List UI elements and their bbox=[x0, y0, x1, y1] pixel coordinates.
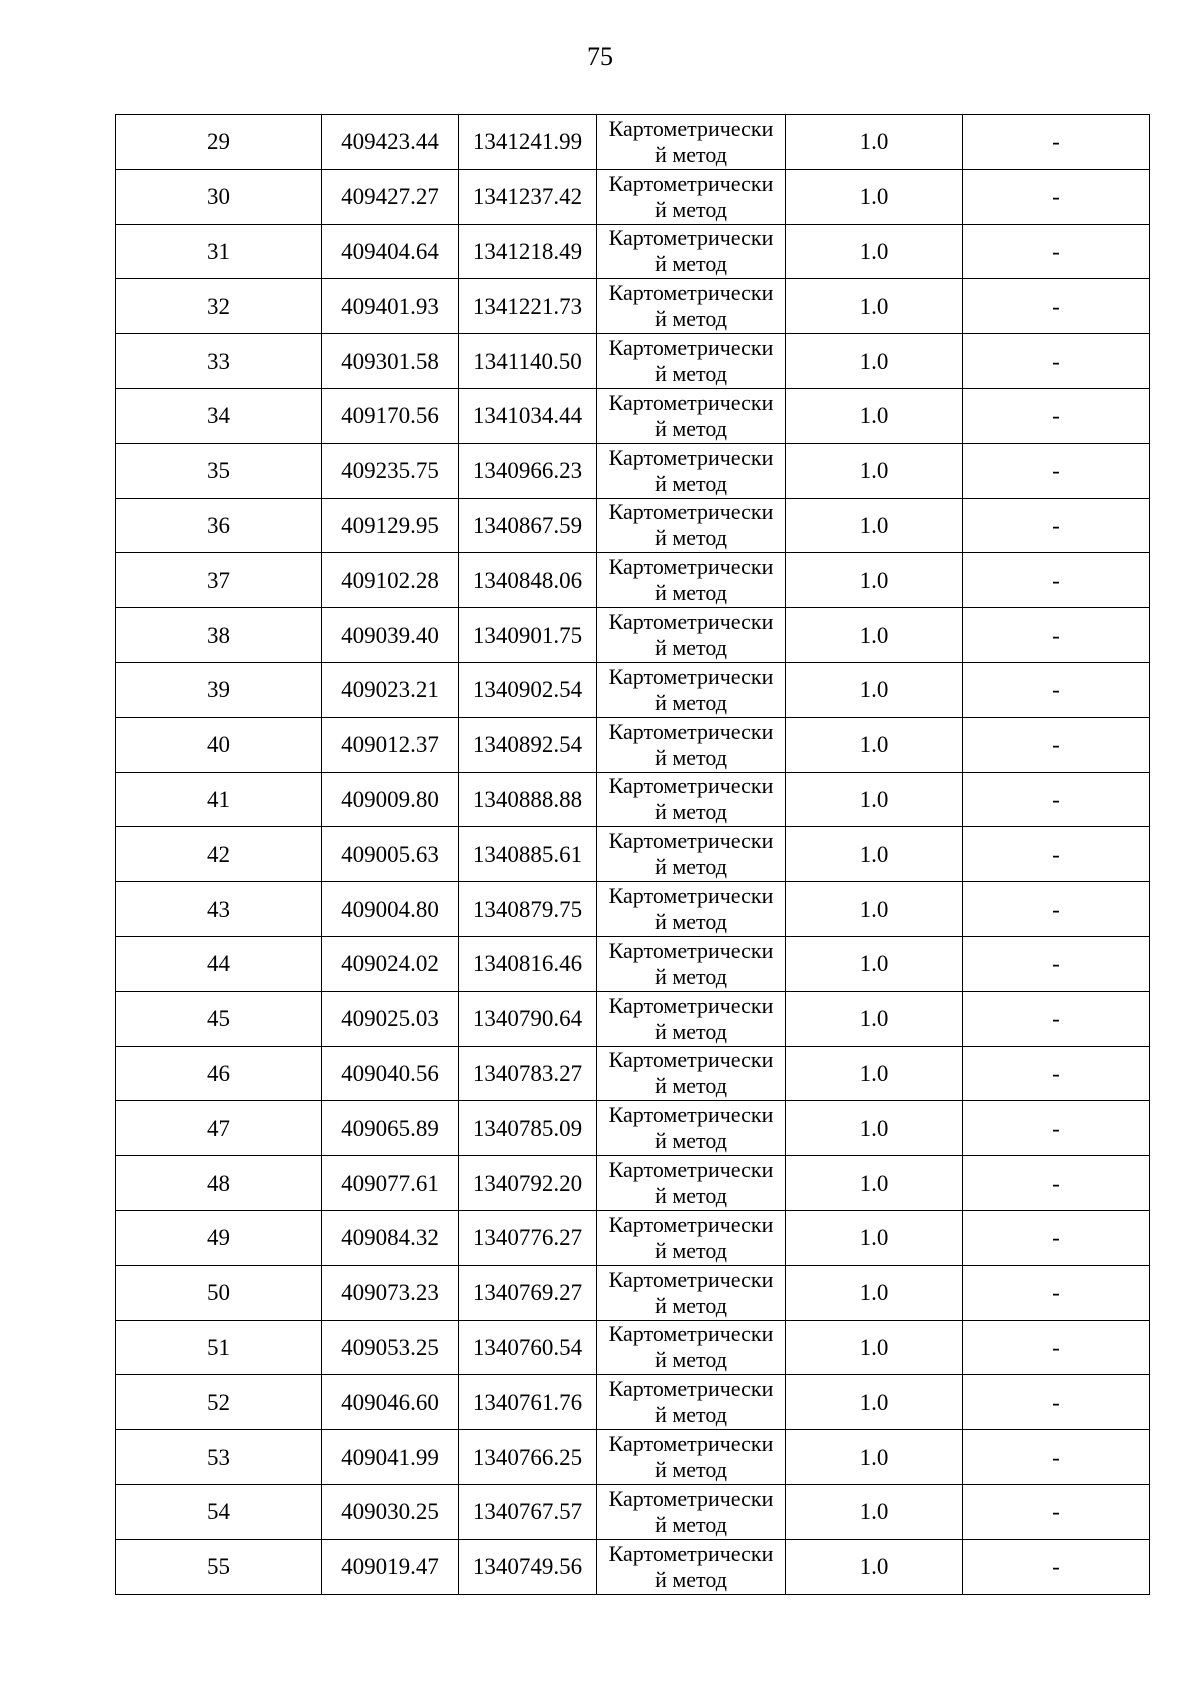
method-text-line2: й метод bbox=[655, 580, 727, 606]
table-row bbox=[116, 498, 1150, 553]
point-number-cell: 48 bbox=[116, 1156, 322, 1211]
table-row bbox=[116, 1430, 1150, 1485]
point-number-cell: 43 bbox=[116, 882, 322, 937]
accuracy-cell: 1.0 bbox=[786, 1484, 963, 1539]
method-text-line2: й метод bbox=[655, 1292, 727, 1318]
accuracy-cell: 1.0 bbox=[786, 224, 963, 279]
y-coordinate-cell: 1340867.59 bbox=[459, 498, 597, 553]
point-number-cell: 54 bbox=[116, 1484, 322, 1539]
method-text-line2: й метод bbox=[655, 1073, 727, 1099]
method-text-line2: й метод bbox=[655, 306, 727, 332]
accuracy-cell: 1.0 bbox=[786, 827, 963, 882]
point-number-cell: 41 bbox=[116, 772, 322, 827]
note-cell: - bbox=[963, 1046, 1150, 1101]
x-coordinate-cell: 409012.37 bbox=[322, 717, 459, 772]
table-row bbox=[116, 553, 1150, 608]
table-row bbox=[116, 388, 1150, 443]
table-row bbox=[116, 827, 1150, 882]
x-coordinate-cell: 409102.28 bbox=[322, 553, 459, 608]
y-coordinate-cell: 1341218.49 bbox=[459, 224, 597, 279]
method-cell bbox=[597, 553, 786, 608]
note-cell: - bbox=[963, 334, 1150, 389]
point-number-cell: 45 bbox=[116, 991, 322, 1046]
x-coordinate-cell: 409039.40 bbox=[322, 608, 459, 663]
x-coordinate-cell: 409024.02 bbox=[322, 936, 459, 991]
method-text-line2: й метод bbox=[655, 744, 727, 770]
method-text-line2: й метод bbox=[655, 1566, 727, 1592]
point-number-cell: 37 bbox=[116, 553, 322, 608]
table-row bbox=[116, 1156, 1150, 1211]
method-cell bbox=[597, 1539, 786, 1594]
method-text-line2: й метод bbox=[655, 1457, 727, 1483]
note-cell: - bbox=[963, 717, 1150, 772]
accuracy-cell: 1.0 bbox=[786, 991, 963, 1046]
x-coordinate-cell: 409030.25 bbox=[322, 1484, 459, 1539]
note-cell: - bbox=[963, 553, 1150, 608]
accuracy-cell: 1.0 bbox=[786, 1320, 963, 1375]
table-row bbox=[116, 1265, 1150, 1320]
x-coordinate-cell: 409023.21 bbox=[322, 662, 459, 717]
method-text-line1: Картометрически bbox=[608, 828, 774, 854]
accuracy-cell: 1.0 bbox=[786, 608, 963, 663]
accuracy-cell: 1.0 bbox=[786, 1046, 963, 1101]
y-coordinate-cell: 1340767.57 bbox=[459, 1484, 597, 1539]
method-text-line1: Картометрически bbox=[608, 335, 774, 361]
method-text-line1: Картометрически bbox=[608, 1047, 774, 1073]
y-coordinate-cell: 1341140.50 bbox=[459, 334, 597, 389]
x-coordinate-cell: 409046.60 bbox=[322, 1375, 459, 1430]
x-coordinate-cell: 409077.61 bbox=[322, 1156, 459, 1211]
note-cell: - bbox=[963, 1320, 1150, 1375]
x-coordinate-cell: 409005.63 bbox=[322, 827, 459, 882]
point-number-cell: 47 bbox=[116, 1101, 322, 1156]
note-cell: - bbox=[963, 1101, 1150, 1156]
note-cell: - bbox=[963, 608, 1150, 663]
point-number-cell: 52 bbox=[116, 1375, 322, 1430]
table-row bbox=[116, 1210, 1150, 1265]
accuracy-cell: 1.0 bbox=[786, 553, 963, 608]
point-number-cell: 35 bbox=[116, 443, 322, 498]
method-cell bbox=[597, 1156, 786, 1211]
method-cell bbox=[597, 1265, 786, 1320]
method-text-line1: Картометрически bbox=[608, 499, 774, 525]
point-number-cell: 51 bbox=[116, 1320, 322, 1375]
method-text-line1: Картометрически bbox=[608, 663, 774, 689]
method-text-line1: Картометрически bbox=[608, 1266, 774, 1292]
method-text-line1: Картометрически bbox=[608, 1431, 774, 1457]
point-number-cell: 42 bbox=[116, 827, 322, 882]
note-cell: - bbox=[963, 498, 1150, 553]
y-coordinate-cell: 1340888.88 bbox=[459, 772, 597, 827]
accuracy-cell: 1.0 bbox=[786, 772, 963, 827]
method-text-line2: й метод bbox=[655, 415, 727, 441]
method-text-line1: Картометрически bbox=[608, 389, 774, 415]
y-coordinate-cell: 1340902.54 bbox=[459, 662, 597, 717]
accuracy-cell: 1.0 bbox=[786, 1265, 963, 1320]
accuracy-cell: 1.0 bbox=[786, 1156, 963, 1211]
method-text-line2: й метод bbox=[655, 1128, 727, 1154]
accuracy-cell: 1.0 bbox=[786, 1101, 963, 1156]
y-coordinate-cell: 1340816.46 bbox=[459, 936, 597, 991]
table-row bbox=[116, 1101, 1150, 1156]
method-cell bbox=[597, 717, 786, 772]
method-text-line1: Картометрически bbox=[608, 444, 774, 470]
table-row bbox=[116, 772, 1150, 827]
note-cell: - bbox=[963, 1430, 1150, 1485]
table-row bbox=[116, 991, 1150, 1046]
method-cell bbox=[597, 827, 786, 882]
note-cell: - bbox=[963, 224, 1150, 279]
y-coordinate-cell: 1340776.27 bbox=[459, 1210, 597, 1265]
method-text-line1: Картометрически bbox=[608, 718, 774, 744]
x-coordinate-cell: 409404.64 bbox=[322, 224, 459, 279]
method-cell bbox=[597, 1320, 786, 1375]
accuracy-cell: 1.0 bbox=[786, 936, 963, 991]
method-text-line2: й метод bbox=[655, 689, 727, 715]
method-text-line2: й метод bbox=[655, 470, 727, 496]
x-coordinate-cell: 409019.47 bbox=[322, 1539, 459, 1594]
method-text-line2: й метод bbox=[655, 251, 727, 277]
method-text-line1: Картометрически bbox=[608, 280, 774, 306]
accuracy-cell: 1.0 bbox=[786, 498, 963, 553]
method-text-line2: й метод bbox=[655, 361, 727, 387]
method-text-line1: Картометрически bbox=[608, 883, 774, 909]
method-cell bbox=[597, 1101, 786, 1156]
accuracy-cell: 1.0 bbox=[786, 1210, 963, 1265]
accuracy-cell: 1.0 bbox=[786, 882, 963, 937]
method-text-line1: Картометрически bbox=[608, 1211, 774, 1237]
x-coordinate-cell: 409427.27 bbox=[322, 169, 459, 224]
table-row bbox=[116, 662, 1150, 717]
table-row bbox=[116, 169, 1150, 224]
method-cell bbox=[597, 334, 786, 389]
note-cell: - bbox=[963, 827, 1150, 882]
accuracy-cell: 1.0 bbox=[786, 388, 963, 443]
method-text-line2: й метод bbox=[655, 1183, 727, 1209]
method-cell bbox=[597, 115, 786, 170]
note-cell: - bbox=[963, 662, 1150, 717]
x-coordinate-cell: 409004.80 bbox=[322, 882, 459, 937]
accuracy-cell: 1.0 bbox=[786, 662, 963, 717]
method-cell bbox=[597, 772, 786, 827]
method-cell bbox=[597, 443, 786, 498]
x-coordinate-cell: 409041.99 bbox=[322, 1430, 459, 1485]
accuracy-cell: 1.0 bbox=[786, 443, 963, 498]
table-row bbox=[116, 224, 1150, 279]
method-cell bbox=[597, 1375, 786, 1430]
note-cell: - bbox=[963, 772, 1150, 827]
method-text-line1: Картометрически bbox=[608, 1376, 774, 1402]
note-cell: - bbox=[963, 388, 1150, 443]
x-coordinate-cell: 409009.80 bbox=[322, 772, 459, 827]
table-row bbox=[116, 1375, 1150, 1430]
point-number-cell: 40 bbox=[116, 717, 322, 772]
note-cell: - bbox=[963, 443, 1150, 498]
method-text-line1: Картометрически bbox=[608, 1321, 774, 1347]
method-text-line2: й метод bbox=[655, 196, 727, 222]
point-number-cell: 36 bbox=[116, 498, 322, 553]
accuracy-cell: 1.0 bbox=[786, 1375, 963, 1430]
method-text-line1: Картометрически bbox=[608, 609, 774, 635]
x-coordinate-cell: 409040.56 bbox=[322, 1046, 459, 1101]
method-text-line2: й метод bbox=[655, 141, 727, 167]
method-text-line1: Картометрически bbox=[608, 1540, 774, 1566]
y-coordinate-cell: 1340769.27 bbox=[459, 1265, 597, 1320]
note-cell: - bbox=[963, 1210, 1150, 1265]
y-coordinate-cell: 1340879.75 bbox=[459, 882, 597, 937]
method-text-line2: й метод bbox=[655, 525, 727, 551]
method-cell bbox=[597, 1484, 786, 1539]
y-coordinate-cell: 1340766.25 bbox=[459, 1430, 597, 1485]
y-coordinate-cell: 1340790.64 bbox=[459, 991, 597, 1046]
y-coordinate-cell: 1340760.54 bbox=[459, 1320, 597, 1375]
note-cell: - bbox=[963, 1484, 1150, 1539]
point-number-cell: 55 bbox=[116, 1539, 322, 1594]
method-text-line1: Картометрически bbox=[608, 1157, 774, 1183]
table-row bbox=[116, 115, 1150, 170]
x-coordinate-cell: 409301.58 bbox=[322, 334, 459, 389]
x-coordinate-cell: 409401.93 bbox=[322, 279, 459, 334]
method-text-line2: й метод bbox=[655, 799, 727, 825]
point-number-cell: 39 bbox=[116, 662, 322, 717]
method-cell bbox=[597, 662, 786, 717]
x-coordinate-cell: 409129.95 bbox=[322, 498, 459, 553]
accuracy-cell: 1.0 bbox=[786, 115, 963, 170]
note-cell: - bbox=[963, 1375, 1150, 1430]
x-coordinate-cell: 409025.03 bbox=[322, 991, 459, 1046]
accuracy-cell: 1.0 bbox=[786, 169, 963, 224]
note-cell: - bbox=[963, 169, 1150, 224]
point-number-cell: 46 bbox=[116, 1046, 322, 1101]
note-cell: - bbox=[963, 1265, 1150, 1320]
method-text-line1: Картометрически bbox=[608, 1102, 774, 1128]
method-text-line1: Картометрически bbox=[608, 225, 774, 251]
point-number-cell: 33 bbox=[116, 334, 322, 389]
y-coordinate-cell: 1341034.44 bbox=[459, 388, 597, 443]
table-row bbox=[116, 1484, 1150, 1539]
method-cell bbox=[597, 279, 786, 334]
method-text-line2: й метод bbox=[655, 1402, 727, 1428]
accuracy-cell: 1.0 bbox=[786, 717, 963, 772]
point-number-cell: 50 bbox=[116, 1265, 322, 1320]
x-coordinate-cell: 409073.23 bbox=[322, 1265, 459, 1320]
method-text-line2: й метод bbox=[655, 1347, 727, 1373]
coordinates-table bbox=[115, 114, 1150, 1595]
x-coordinate-cell: 409065.89 bbox=[322, 1101, 459, 1156]
point-number-cell: 31 bbox=[116, 224, 322, 279]
method-text-line1: Картометрически bbox=[608, 170, 774, 196]
method-cell bbox=[597, 882, 786, 937]
y-coordinate-cell: 1341241.99 bbox=[459, 115, 597, 170]
y-coordinate-cell: 1340885.61 bbox=[459, 827, 597, 882]
method-text-line2: й метод bbox=[655, 635, 727, 661]
y-coordinate-cell: 1341237.42 bbox=[459, 169, 597, 224]
note-cell: - bbox=[963, 279, 1150, 334]
table-row bbox=[116, 1320, 1150, 1375]
method-text-line1: Картометрически bbox=[608, 992, 774, 1018]
method-text-line2: й метод bbox=[655, 1018, 727, 1044]
point-number-cell: 49 bbox=[116, 1210, 322, 1265]
note-cell: - bbox=[963, 936, 1150, 991]
point-number-cell: 32 bbox=[116, 279, 322, 334]
method-cell bbox=[597, 936, 786, 991]
point-number-cell: 53 bbox=[116, 1430, 322, 1485]
y-coordinate-cell: 1340966.23 bbox=[459, 443, 597, 498]
method-text-line1: Картометрически bbox=[608, 1485, 774, 1511]
method-text-line1: Картометрически bbox=[608, 937, 774, 963]
point-number-cell: 30 bbox=[116, 169, 322, 224]
point-number-cell: 38 bbox=[116, 608, 322, 663]
note-cell: - bbox=[963, 1539, 1150, 1594]
y-coordinate-cell: 1340901.75 bbox=[459, 608, 597, 663]
table-row bbox=[116, 936, 1150, 991]
method-text-line2: й метод bbox=[655, 963, 727, 989]
y-coordinate-cell: 1341221.73 bbox=[459, 279, 597, 334]
method-text-line1: Картометрически bbox=[608, 773, 774, 799]
accuracy-cell: 1.0 bbox=[786, 279, 963, 334]
method-cell bbox=[597, 1210, 786, 1265]
method-text-line2: й метод bbox=[655, 1511, 727, 1537]
table-row bbox=[116, 443, 1150, 498]
table-row bbox=[116, 279, 1150, 334]
accuracy-cell: 1.0 bbox=[786, 1539, 963, 1594]
page-number: 75 bbox=[587, 42, 613, 71]
method-text-line1: Картометрически bbox=[608, 115, 774, 141]
x-coordinate-cell: 409053.25 bbox=[322, 1320, 459, 1375]
point-number-cell: 29 bbox=[116, 115, 322, 170]
y-coordinate-cell: 1340785.09 bbox=[459, 1101, 597, 1156]
note-cell: - bbox=[963, 115, 1150, 170]
method-cell bbox=[597, 1430, 786, 1485]
y-coordinate-cell: 1340783.27 bbox=[459, 1046, 597, 1101]
method-text-line2: й метод bbox=[655, 1237, 727, 1263]
table-row bbox=[116, 1539, 1150, 1594]
method-cell bbox=[597, 1046, 786, 1101]
y-coordinate-cell: 1340761.76 bbox=[459, 1375, 597, 1430]
y-coordinate-cell: 1340892.54 bbox=[459, 717, 597, 772]
table-row bbox=[116, 1046, 1150, 1101]
x-coordinate-cell: 409235.75 bbox=[322, 443, 459, 498]
x-coordinate-cell: 409084.32 bbox=[322, 1210, 459, 1265]
y-coordinate-cell: 1340792.20 bbox=[459, 1156, 597, 1211]
method-cell bbox=[597, 169, 786, 224]
method-text-line2: й метод bbox=[655, 909, 727, 935]
method-cell bbox=[597, 388, 786, 443]
table-row bbox=[116, 717, 1150, 772]
method-text-line1: Картометрически bbox=[608, 554, 774, 580]
coordinates-table-body bbox=[116, 115, 1150, 1595]
point-number-cell: 34 bbox=[116, 388, 322, 443]
method-cell bbox=[597, 498, 786, 553]
note-cell: - bbox=[963, 991, 1150, 1046]
method-text-line2: й метод bbox=[655, 854, 727, 880]
method-cell bbox=[597, 224, 786, 279]
accuracy-cell: 1.0 bbox=[786, 1430, 963, 1485]
y-coordinate-cell: 1340749.56 bbox=[459, 1539, 597, 1594]
method-cell bbox=[597, 608, 786, 663]
x-coordinate-cell: 409423.44 bbox=[322, 115, 459, 170]
point-number-cell: 44 bbox=[116, 936, 322, 991]
table-row bbox=[116, 882, 1150, 937]
method-cell bbox=[597, 991, 786, 1046]
accuracy-cell: 1.0 bbox=[786, 334, 963, 389]
table-row bbox=[116, 608, 1150, 663]
note-cell: - bbox=[963, 882, 1150, 937]
note-cell: - bbox=[963, 1156, 1150, 1211]
table-row bbox=[116, 334, 1150, 389]
y-coordinate-cell: 1340848.06 bbox=[459, 553, 597, 608]
x-coordinate-cell: 409170.56 bbox=[322, 388, 459, 443]
